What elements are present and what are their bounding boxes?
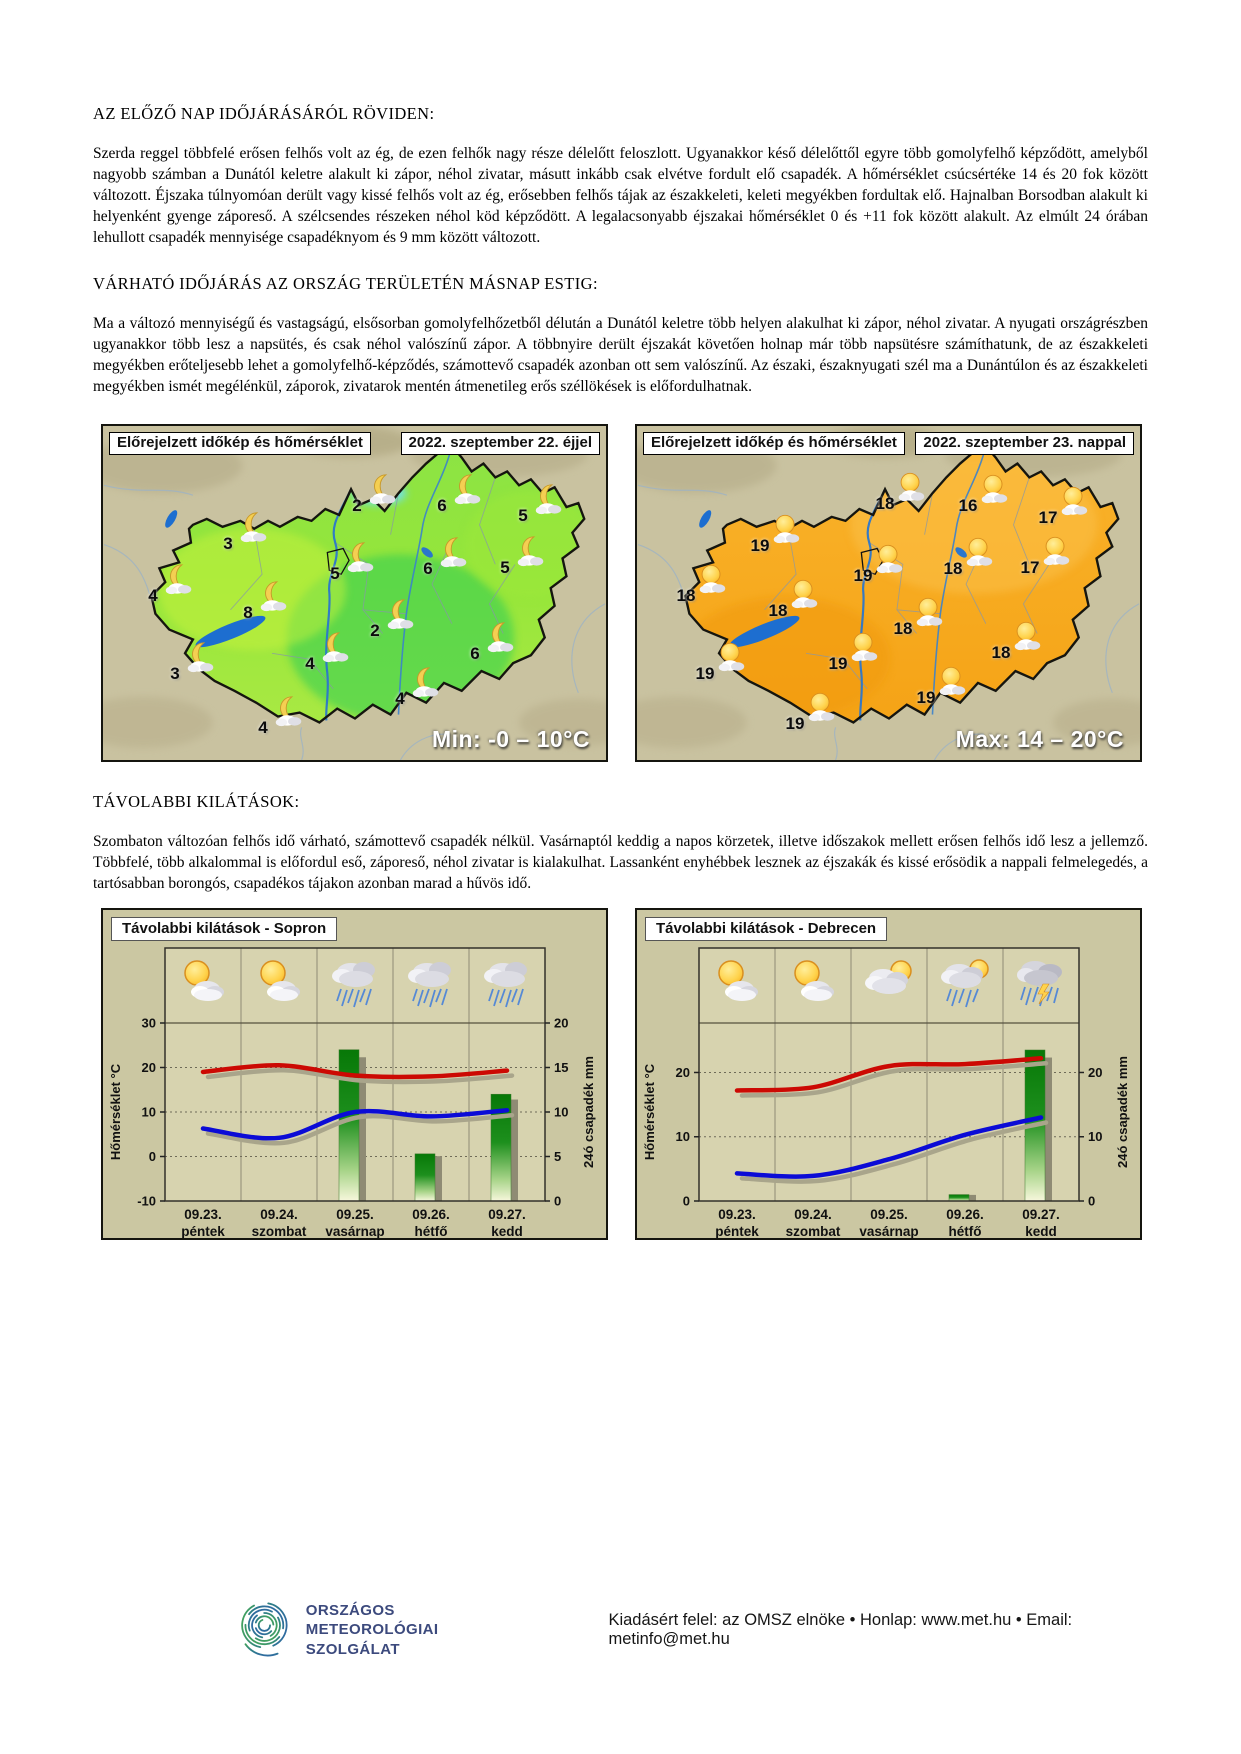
moon-cloud-icon — [437, 535, 471, 569]
x-axis-dayname: szombat — [251, 1224, 307, 1238]
previous-day-summary-text: Szerda reggel többfelé erősen felhős volt az ég, de ezen felhők nagy része délelőtt feloszlott. Ugyanakkor késő délelőttől egyre több gomolyfelhő képződött, amelyből nagyobb számban a Dunától keletre alakult ki zápor, néhol zivatar, másutt inkább csak elvétve fordult elő csapadék. A hőmérséklet csúcsértéke 14 és 20 fok között változott. Éjszaka túlnyomóan derült vagy kissé felhős volt az ég, erősebben felhős tájak az északkeleti, keleti megyékben fordultak elő. Hajnalban Borsodban alakult ki helyenként gyenge záporeső. A szélcsendes részeken néhol köd képződött. A legalacsonyabb éjszakai hőmérséklet 0 és +11 fok között alakult. Az elmúlt 24 órában lehullott csapadék mennyisége csapadéknyom és 9 mm között változott. — [93, 145, 1148, 246]
x-axis-date: 09.27. — [488, 1207, 526, 1222]
moon-cloud-icon — [257, 579, 291, 613]
left-axis-tick: -10 — [137, 1193, 156, 1209]
x-axis-dayname: kedd — [1025, 1224, 1057, 1238]
forecast-map-day — [635, 424, 1142, 762]
section-heading-previous-day: AZ ELŐZŐ NAP IDŐJÁRÁSÁRÓL RÖVIDEN: — [93, 104, 435, 123]
sun-cloud-sm-icon — [695, 562, 729, 596]
forecast-map-night — [101, 424, 608, 762]
map-temperature-value: 19 — [695, 664, 715, 683]
map-temperature-value: 4 — [148, 586, 158, 605]
right-axis-tick: 0 — [1088, 1193, 1096, 1209]
moon-cloud-icon — [484, 620, 518, 654]
left-axis-tick: 0 — [148, 1149, 156, 1164]
x-axis-dayname: szombat — [785, 1224, 841, 1238]
sun-cloud-sm-icon — [714, 640, 748, 674]
moon-cloud-icon — [319, 630, 353, 664]
sun-cloud-sm-icon — [804, 690, 838, 724]
x-axis-dayname: kedd — [491, 1224, 523, 1238]
map-min-range-label: Min: -0 – 10°C — [431, 726, 590, 752]
moon-cloud-icon — [366, 472, 400, 506]
right-axis-title: 24ó csapadék mm — [581, 1055, 596, 1169]
org-line-2: METEOROLÓGIAI — [305, 1621, 439, 1639]
forecast-text: Ma a változó mennyiségű és vastagságú, elsősorban gomolyfelhőzetből délután a Dunától keletre több helyen alakulhat ki zápor, néhol zivatar. A nyugati országrészben ugyanakkor több lesz a napsütés, és csak néhol valószínű zápor. A többnyire derült éjszakát követően holnap már több napsütésre számíthatunk, de az északkeleti megyékben erőteljesebb lehet a gomolyfelhő-képződés, számottevő csapadék azonban ott sem valószínű. Az északi, északnyugati szél ma a Dunántúlon és az északkeleti megyékben ismét megélénkül, záporok, zivatarok mentén átmenetileg erős széllökések is előfordulhatnak. — [93, 315, 1148, 395]
map-temperature-value: 17 — [1038, 508, 1058, 527]
forecast-maps-row — [101, 424, 1148, 762]
sun-cloud-sm-icon — [847, 630, 881, 664]
map-temperature-value: 2 — [352, 496, 362, 515]
left-axis-tick: 30 — [141, 1015, 156, 1031]
x-axis-dayname: péntek — [181, 1224, 225, 1238]
x-axis-dayname: hétfő — [948, 1224, 982, 1238]
precip-bar — [949, 1195, 969, 1201]
map-temperature-value: 18 — [676, 586, 696, 605]
map-temperature-value: 5 — [500, 558, 510, 577]
map-temperature-value: 18 — [875, 494, 895, 513]
map-title: Előrejelzett időkép és hőmérséklet — [109, 432, 371, 455]
left-axis-tick: 20 — [675, 1064, 690, 1080]
left-axis-tick: 10 — [141, 1104, 156, 1120]
omsz-logo-icon — [236, 1592, 293, 1668]
footer — [236, 1592, 1148, 1668]
left-axis-tick: 10 — [675, 1129, 690, 1145]
map-temperature-value: 3 — [223, 534, 233, 553]
x-axis-dayname: péntek — [715, 1224, 759, 1238]
x-axis-date: 09.26. — [946, 1207, 984, 1222]
map-temperature-value: 5 — [330, 564, 340, 583]
map-temperature-value: 19 — [750, 536, 770, 555]
x-axis-date: 09.25. — [336, 1207, 374, 1222]
outlook-charts-row — [101, 908, 1148, 1240]
map-temperature-value: 19 — [916, 688, 936, 707]
sun-cloud-sm-icon — [1039, 534, 1073, 568]
moon-cloud-icon — [384, 597, 418, 631]
right-axis-tick: 15 — [554, 1060, 569, 1075]
sun-cloud-sm-icon — [977, 472, 1011, 506]
chart-title-debrecen: Távolabbi kilátások - Debrecen — [645, 917, 887, 941]
map-temperature-value: 6 — [423, 559, 433, 578]
sun-cloud-sm-icon — [894, 470, 928, 504]
sun-cloud-sm-icon — [1010, 619, 1044, 653]
map-temperature-value: 19 — [785, 714, 805, 733]
map-temperature-value: 17 — [1020, 558, 1040, 577]
moon-cloud-icon — [514, 534, 548, 568]
moon-cloud-icon — [237, 510, 271, 544]
map-max-range-label: Max: 14 – 20°C — [955, 726, 1124, 752]
x-axis-dayname: vasárnap — [859, 1224, 919, 1238]
left-axis-title: Hőmérséklet °C — [108, 1063, 123, 1161]
sun-cloud-sm-icon — [787, 577, 821, 611]
moon-cloud-icon — [532, 482, 566, 516]
section-heading-outlook: TÁVOLABBI KILÁTÁSOK: — [93, 792, 300, 811]
map-date: 2022. szeptember 23. nappal — [915, 432, 1134, 455]
map-temperature-value: 18 — [893, 619, 913, 638]
x-axis-date: 09.24. — [260, 1207, 298, 1222]
moon-cloud-icon — [272, 694, 306, 728]
sopron-chart-canvas — [103, 910, 606, 1238]
x-axis-dayname: vasárnap — [325, 1224, 385, 1238]
map-date: 2022. szeptember 22. éjjel — [401, 432, 600, 455]
moon-cloud-icon — [409, 665, 443, 699]
map-title: Előrejelzett időkép és hőmérséklet — [643, 432, 905, 455]
outlook-chart-sopron — [101, 908, 608, 1240]
map-temperature-value: 6 — [437, 496, 447, 515]
x-axis-dayname: hétfő — [414, 1224, 448, 1238]
section-heading-forecast: VÁRHATÓ IDŐJÁRÁS AZ ORSZÁG TERÜLETÉN MÁSNAP ESTIG: — [93, 274, 598, 293]
x-axis-date: 09.25. — [870, 1207, 908, 1222]
x-axis-date: 09.23. — [718, 1207, 756, 1222]
map-temperature-value: 19 — [853, 566, 873, 585]
sun-cloud-sm-icon — [912, 595, 946, 629]
right-axis-tick: 10 — [554, 1104, 569, 1120]
left-axis-tick: 0 — [682, 1193, 690, 1209]
left-axis-tick: 20 — [141, 1060, 156, 1075]
org-line-1: ORSZÁGOS — [305, 1601, 395, 1619]
map-temperature-value: 3 — [170, 664, 180, 683]
map-temperature-value: 16 — [958, 496, 978, 515]
moon-cloud-icon — [184, 640, 218, 674]
right-axis-tick: 20 — [1088, 1064, 1103, 1080]
org-line-3: SZOLGÁLAT — [305, 1640, 400, 1658]
right-axis-tick: 5 — [554, 1149, 562, 1164]
map-temperature-value: 4 — [305, 654, 315, 673]
right-axis-tick: 20 — [554, 1015, 569, 1031]
omsz-logo-text — [306, 1601, 439, 1660]
right-axis-tick: 10 — [1088, 1129, 1103, 1145]
map-temperature-value: 18 — [991, 643, 1011, 662]
map-temperature-value: 5 — [518, 506, 528, 525]
map-temperature-value: 6 — [470, 644, 480, 663]
footer-contact-line: Kiadásért felel: az OMSZ elnöke • Honlap: www.met.hu • Email: metinfo@met.hu — [608, 1611, 1073, 1648]
right-axis-title: 24ó csapadék mm — [1115, 1055, 1130, 1169]
right-axis-tick: 0 — [554, 1193, 562, 1209]
sun-cloud-sm-icon — [962, 535, 996, 569]
map-temperature-value: 19 — [828, 654, 848, 673]
map-temperature-value: 2 — [370, 621, 380, 640]
left-axis-title: Hőmérséklet °C — [642, 1063, 657, 1161]
moon-cloud-icon — [451, 472, 485, 506]
precip-bar — [415, 1154, 435, 1201]
map-temperature-value: 4 — [395, 689, 405, 708]
map-temperature-value: 8 — [243, 603, 253, 622]
sun-cloud-sm-icon — [769, 512, 803, 546]
moon-cloud-icon — [162, 562, 196, 596]
map-temperature-value: 18 — [943, 559, 963, 578]
sun-cloud-sm-icon — [872, 542, 906, 576]
x-axis-date: 09.24. — [794, 1207, 832, 1222]
chart-title-sopron: Távolabbi kilátások - Sopron — [111, 917, 337, 941]
map-temperature-value: 18 — [768, 601, 788, 620]
map-temperature-value: 4 — [258, 718, 268, 737]
moon-cloud-icon — [344, 540, 378, 574]
outlook-chart-debrecen — [635, 908, 1142, 1240]
sun-cloud-sm-icon — [935, 664, 969, 698]
x-axis-date: 09.27. — [1022, 1207, 1060, 1222]
x-axis-date: 09.26. — [412, 1207, 450, 1222]
sun-cloud-sm-icon — [1057, 484, 1091, 518]
debrecen-chart-canvas — [637, 910, 1140, 1238]
x-axis-date: 09.23. — [184, 1207, 222, 1222]
outlook-text: Szombaton változóan felhős idő várható, számottevő csapadék nélkül. Vasárnaptól keddig a napos körzetek, illetve időszakok mellett erősen felhős idő lesz a jellemző. Többfelé, több alkalommal is előfordul eső, záporeső, néhol zivatar is kialakulhat. Lassanként enyhébbek lesznek az éjszakák és kissé erősödik a nappali felmelegedés, a tartósabban borongós, csapadékos tájakon azonban marad a hűvös idő. — [93, 833, 1148, 892]
